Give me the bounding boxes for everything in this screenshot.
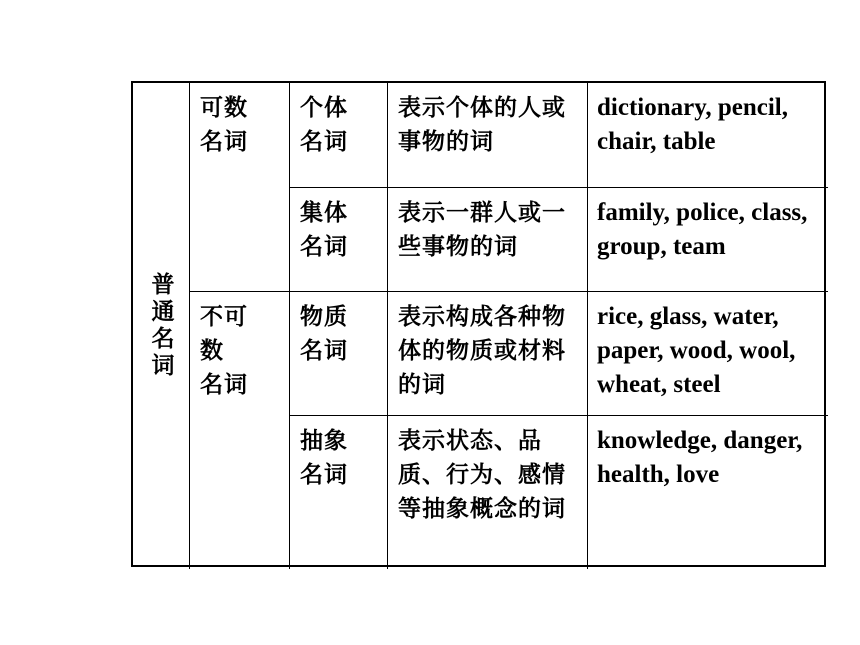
- category-text: 普通名词: [147, 272, 175, 380]
- desc-text: 表示个体的人或事物的词: [398, 94, 566, 155]
- desc-text: 表示构成各种物体的物质或材料的词: [398, 303, 566, 398]
- desc-text: 表示状态、品质、行为、感情等抽象概念的词: [398, 427, 566, 522]
- desc-cell: [387, 83, 587, 187]
- examples-text: family, police, class, group, team: [597, 199, 808, 260]
- type-cell: [289, 415, 387, 569]
- category-label: [133, 83, 189, 569]
- examples-text: dictionary, pencil, chair, table: [597, 94, 788, 155]
- group-label-line1: 不可数: [200, 303, 248, 364]
- desc-cell: [387, 187, 587, 291]
- type-text: 抽象名词: [300, 427, 348, 488]
- type-text: 个体名词: [300, 94, 348, 155]
- group-label-line2: 名词: [200, 128, 248, 155]
- type-cell: [289, 291, 387, 415]
- type-text: 物质名词: [300, 303, 348, 364]
- group-countable: [189, 83, 289, 291]
- examples-cell: [587, 187, 828, 291]
- group-label-line2: 名词: [200, 371, 248, 398]
- type-cell: [289, 83, 387, 187]
- examples-cell: [587, 291, 828, 415]
- examples-cell: [587, 83, 828, 187]
- examples-text: rice, glass, water, paper, wood, wool, wheat, steel: [597, 303, 796, 398]
- desc-text: 表示一群人或一些事物的词: [398, 199, 566, 260]
- group-label-line1: 可数: [200, 94, 248, 121]
- examples-cell: [587, 415, 828, 569]
- examples-text: knowledge, danger, health, love: [597, 427, 803, 488]
- desc-cell: [387, 415, 587, 569]
- noun-table: [131, 81, 826, 567]
- type-cell: [289, 187, 387, 291]
- type-text: 集体名词: [300, 199, 348, 260]
- group-uncountable: [189, 291, 289, 569]
- desc-cell: [387, 291, 587, 415]
